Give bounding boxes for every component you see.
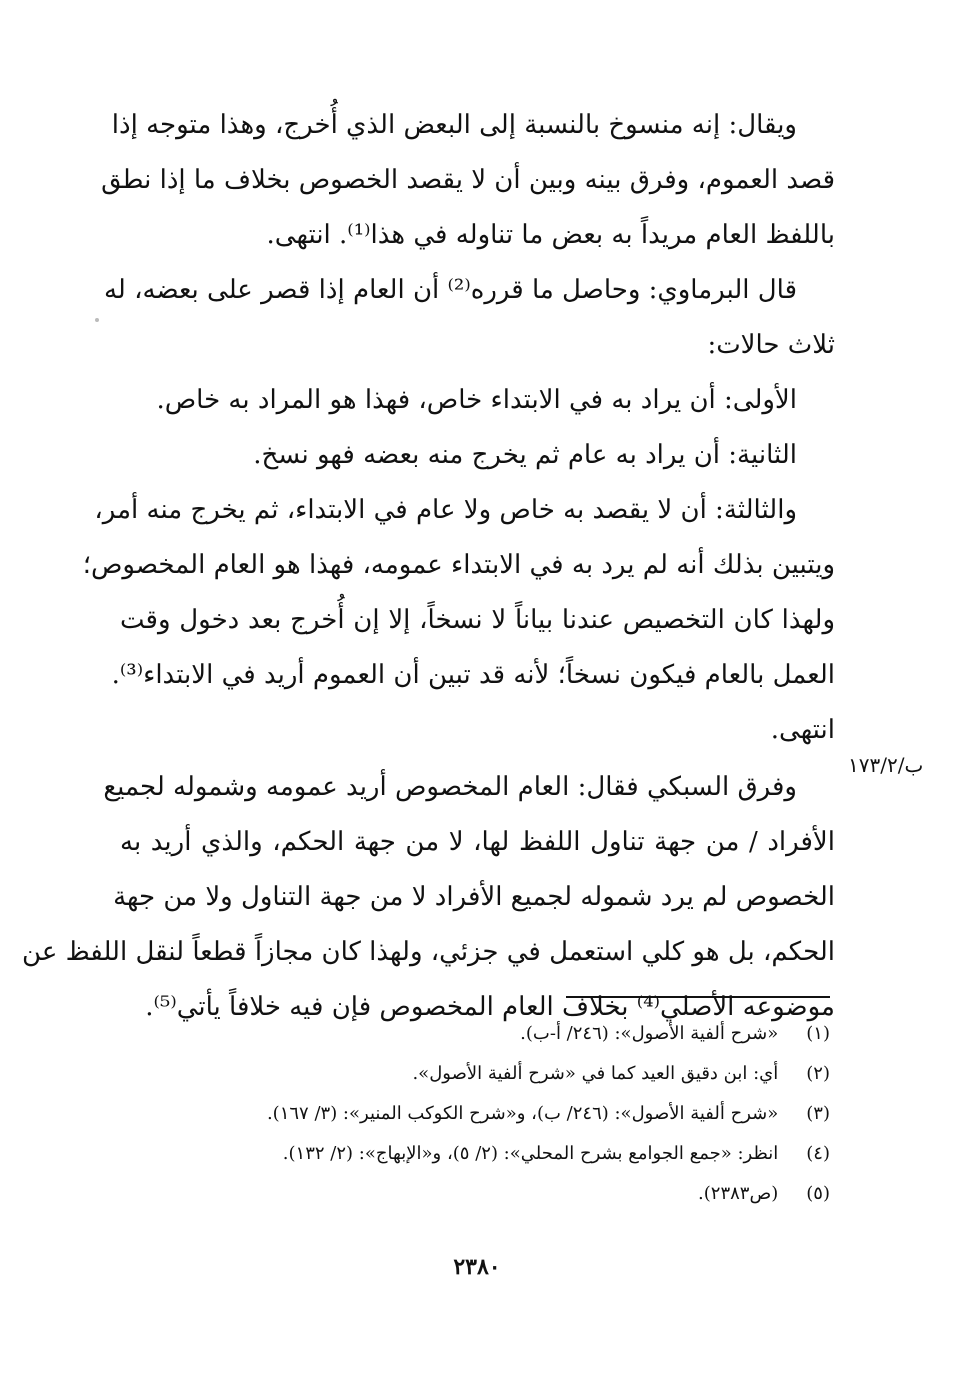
footnote-text: انظر: «جمع الجوامع بشرح المحلي»: (٢/ ٥)، و«الإبهاج»: (٢/ ١٣٢). (282, 1143, 779, 1164)
footnote-item (180, 1054, 830, 1094)
text-line: ويتبين بذلك أنه لم يرد به في الابتداء عمومه، فهذا هو العام المخصوص؛ (82, 550, 835, 580)
footnote-separator (566, 996, 830, 998)
main-text (22, 98, 835, 1035)
text-line: باللفظ العام مريداً به بعض ما تناوله في هذا⁽¹⁾. انتهى. (266, 220, 835, 250)
footnote-text: أي: ابن دقيق العيد كما في «شرح ألفية الأصول». (412, 1063, 779, 1084)
text-line: قال البرماوي: وحاصل ما قرره⁽²⁾ أن العام إذا قصر على بعضه، له (103, 275, 797, 305)
footnote-number: (١) (806, 1023, 830, 1044)
footnote-item (180, 1174, 830, 1214)
footnote-item (180, 1094, 830, 1134)
text-line: ولهذا كان التخصيص عندنا بياناً لا نسخاً، إلا إن أُخرج بعد دخول وقت (120, 605, 835, 635)
text-line: الأولى: أن يراد به في الابتداء خاص، فهذا هو المراد به خاص. (156, 385, 797, 415)
footnote-number: (٣) (806, 1103, 830, 1124)
footnote-text: (ص٢٣٨٣). (698, 1183, 779, 1204)
footnote-text: «شرح ألفية الأصول»: (٢٤٦/ ب)، و«شرح الكوكب المنير»: (٣/ ١٦٧). (266, 1103, 779, 1124)
text-line: الخصوص لم يرد شموله لجميع الأفراد لا من جهة التناول ولا من جهة (113, 882, 835, 912)
text-line: ثلاث حالات: (707, 330, 835, 360)
text-line: قصد العموم، وفرق بينه وبين أن لا يقصد الخصوص بخلاف ما إذا نطق (101, 165, 835, 195)
text-line: انتهى. (770, 715, 835, 745)
footnote-item (180, 1134, 830, 1174)
text-line: العمل بالعام فيكون نسخاً؛ لأنه قد تبين أن العموم أريد في الابتداء⁽³⁾. (111, 660, 835, 690)
text-line: والثالثة: أن لا يقصد به خاص ولا عام في الابتداء، ثم يخرج منه أمر، (94, 495, 797, 525)
scan-speck (95, 318, 99, 322)
page-number: ٢٣٨٠ (453, 1254, 501, 1280)
manuscript-folio-note: ب/١٧٣/٢ (848, 753, 924, 777)
text-line: وفرق السبكي فقال: العام المخصوص أريد عمومه وشموله لجميع (103, 772, 797, 802)
text-line: ويقال: إنه منسوخ بالنسبة إلى البعض الذي أُخرج، وهذا متوجه إذا (111, 110, 797, 140)
text-line: الأفراد / من جهة تناول اللفظ لها، لا من جهة الحكم، والذي أريد به (120, 827, 835, 857)
text-line: الحكم، بل هو كلي استعمل في جزئي، ولهذا كان مجازاً قطعاً لنقل اللفظ عن (22, 937, 835, 967)
footnote-item (180, 1014, 830, 1054)
footnote-text: «شرح ألفية الأصول»: (٢٤٦/ أ-ب). (520, 1023, 779, 1044)
footnote-number: (٥) (806, 1183, 830, 1204)
text-line: موضوعه الأصلي⁽⁴⁾ بخلاف العام المخصوص فإن فيه خلافاً يأتي⁽⁵⁾. (145, 992, 835, 1022)
footnote-number: (٢) (806, 1063, 830, 1084)
text-line: الثانية: أن يراد به عام ثم يخرج منه بعضه فهو نسخ. (253, 440, 797, 470)
footnotes (180, 1014, 830, 1214)
footnote-number: (٤) (806, 1143, 830, 1164)
